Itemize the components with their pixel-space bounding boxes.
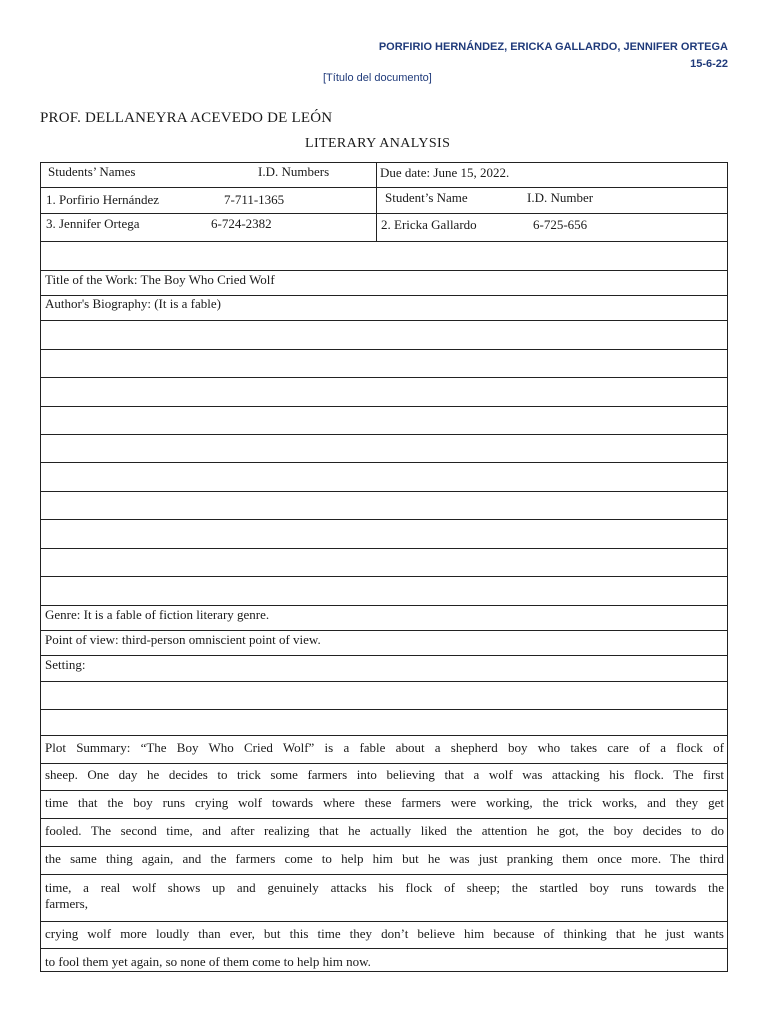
row-divider (41, 630, 727, 631)
title-of-work: Title of the Work: The Boy Who Cried Wolf (45, 272, 275, 287)
row-divider (41, 406, 727, 407)
point-of-view: Point of view: third-person omniscient point of view. (45, 632, 321, 647)
student-3-id: 6-724-2382 (211, 216, 272, 231)
row-divider (41, 655, 727, 656)
row-divider (41, 681, 727, 682)
row-divider (41, 213, 727, 214)
due-date: Due date: June 15, 2022. (380, 165, 510, 180)
column-divider (376, 163, 377, 241)
row-divider (41, 491, 727, 492)
document-title-placeholder[interactable]: [Título del documento] (323, 72, 432, 84)
row-divider (41, 605, 727, 606)
id-number-header: I.D. Number (527, 190, 594, 205)
row-divider (41, 270, 727, 271)
plot-summary-line: the same thing again, and the farmers come to help him but he was just pranking them once more. The third (45, 851, 724, 866)
row-divider (41, 241, 727, 242)
page-title: LITERARY ANALYSIS (305, 136, 451, 151)
plot-summary-line: time, a real wolf shows up and genuinely attacks his flock of sheep; the startled boy runs towards the (45, 880, 724, 895)
plot-summary-line: crying wolf more loudly than ever, but this time they don’t believe him because of thinking that he just wants (45, 926, 724, 941)
row-divider (41, 434, 727, 435)
id-numbers-header: I.D. Numbers (258, 164, 330, 179)
row-divider (41, 519, 727, 520)
row-divider (41, 846, 727, 847)
row-divider (41, 874, 727, 875)
plot-summary-line: Plot Summary: “The Boy Who Cried Wolf” is a fable about a shepherd boy who takes care of a flock of (45, 740, 724, 755)
student-2-name: 2. Ericka Gallardo (381, 217, 477, 232)
student-name-header: Student’s Name (385, 190, 468, 205)
plot-summary-line: fooled. The second time, and after realizing that he actually liked the attention he got, the boy decides to do (45, 823, 724, 838)
plot-summary-line: to fool them yet again, so none of them come to help him now. (45, 954, 371, 969)
row-divider (41, 790, 727, 791)
row-divider (41, 548, 727, 549)
student-3-name: 3. Jennifer Ortega (46, 216, 140, 231)
row-divider (41, 818, 727, 819)
students-names-header: Students’ Names (48, 164, 136, 179)
genre: Genre: It is a fable of fiction literary genre. (45, 607, 270, 622)
row-divider (41, 320, 727, 321)
row-divider (41, 576, 727, 577)
plot-summary-line: sheep. One day he decides to trick some farmers into believing that a wolf was attacking his flock. The first (45, 767, 724, 782)
author-biography: Author's Biography: (It is a fable) (45, 296, 221, 311)
row-divider (41, 948, 727, 949)
setting: Setting: (45, 657, 86, 672)
analysis-table (40, 162, 728, 972)
header-date: 15-6-22 (690, 58, 728, 70)
plot-summary-line: time that the boy runs crying wolf towards where these farmers were working, the trick works, and they get (45, 795, 724, 810)
row-divider (41, 377, 727, 378)
professor-name: PROF. DELLANEYRA ACEVEDO DE LEÓN (40, 110, 333, 126)
row-divider (41, 462, 727, 463)
row-divider (41, 735, 727, 736)
row-divider (41, 921, 727, 922)
row-divider (41, 763, 727, 764)
row-divider (41, 709, 727, 710)
student-1-id: 7-711-1365 (224, 192, 285, 207)
row-divider (41, 187, 727, 188)
row-divider (41, 349, 727, 350)
plot-summary-line: farmers, (45, 896, 88, 911)
student-1-name: 1. Porfirio Hernández (46, 192, 159, 207)
header-authors: PORFIRIO HERNÁNDEZ, ERICKA GALLARDO, JENNIFER ORTEGA (378, 41, 728, 53)
student-2-id: 6-725-656 (533, 217, 588, 232)
